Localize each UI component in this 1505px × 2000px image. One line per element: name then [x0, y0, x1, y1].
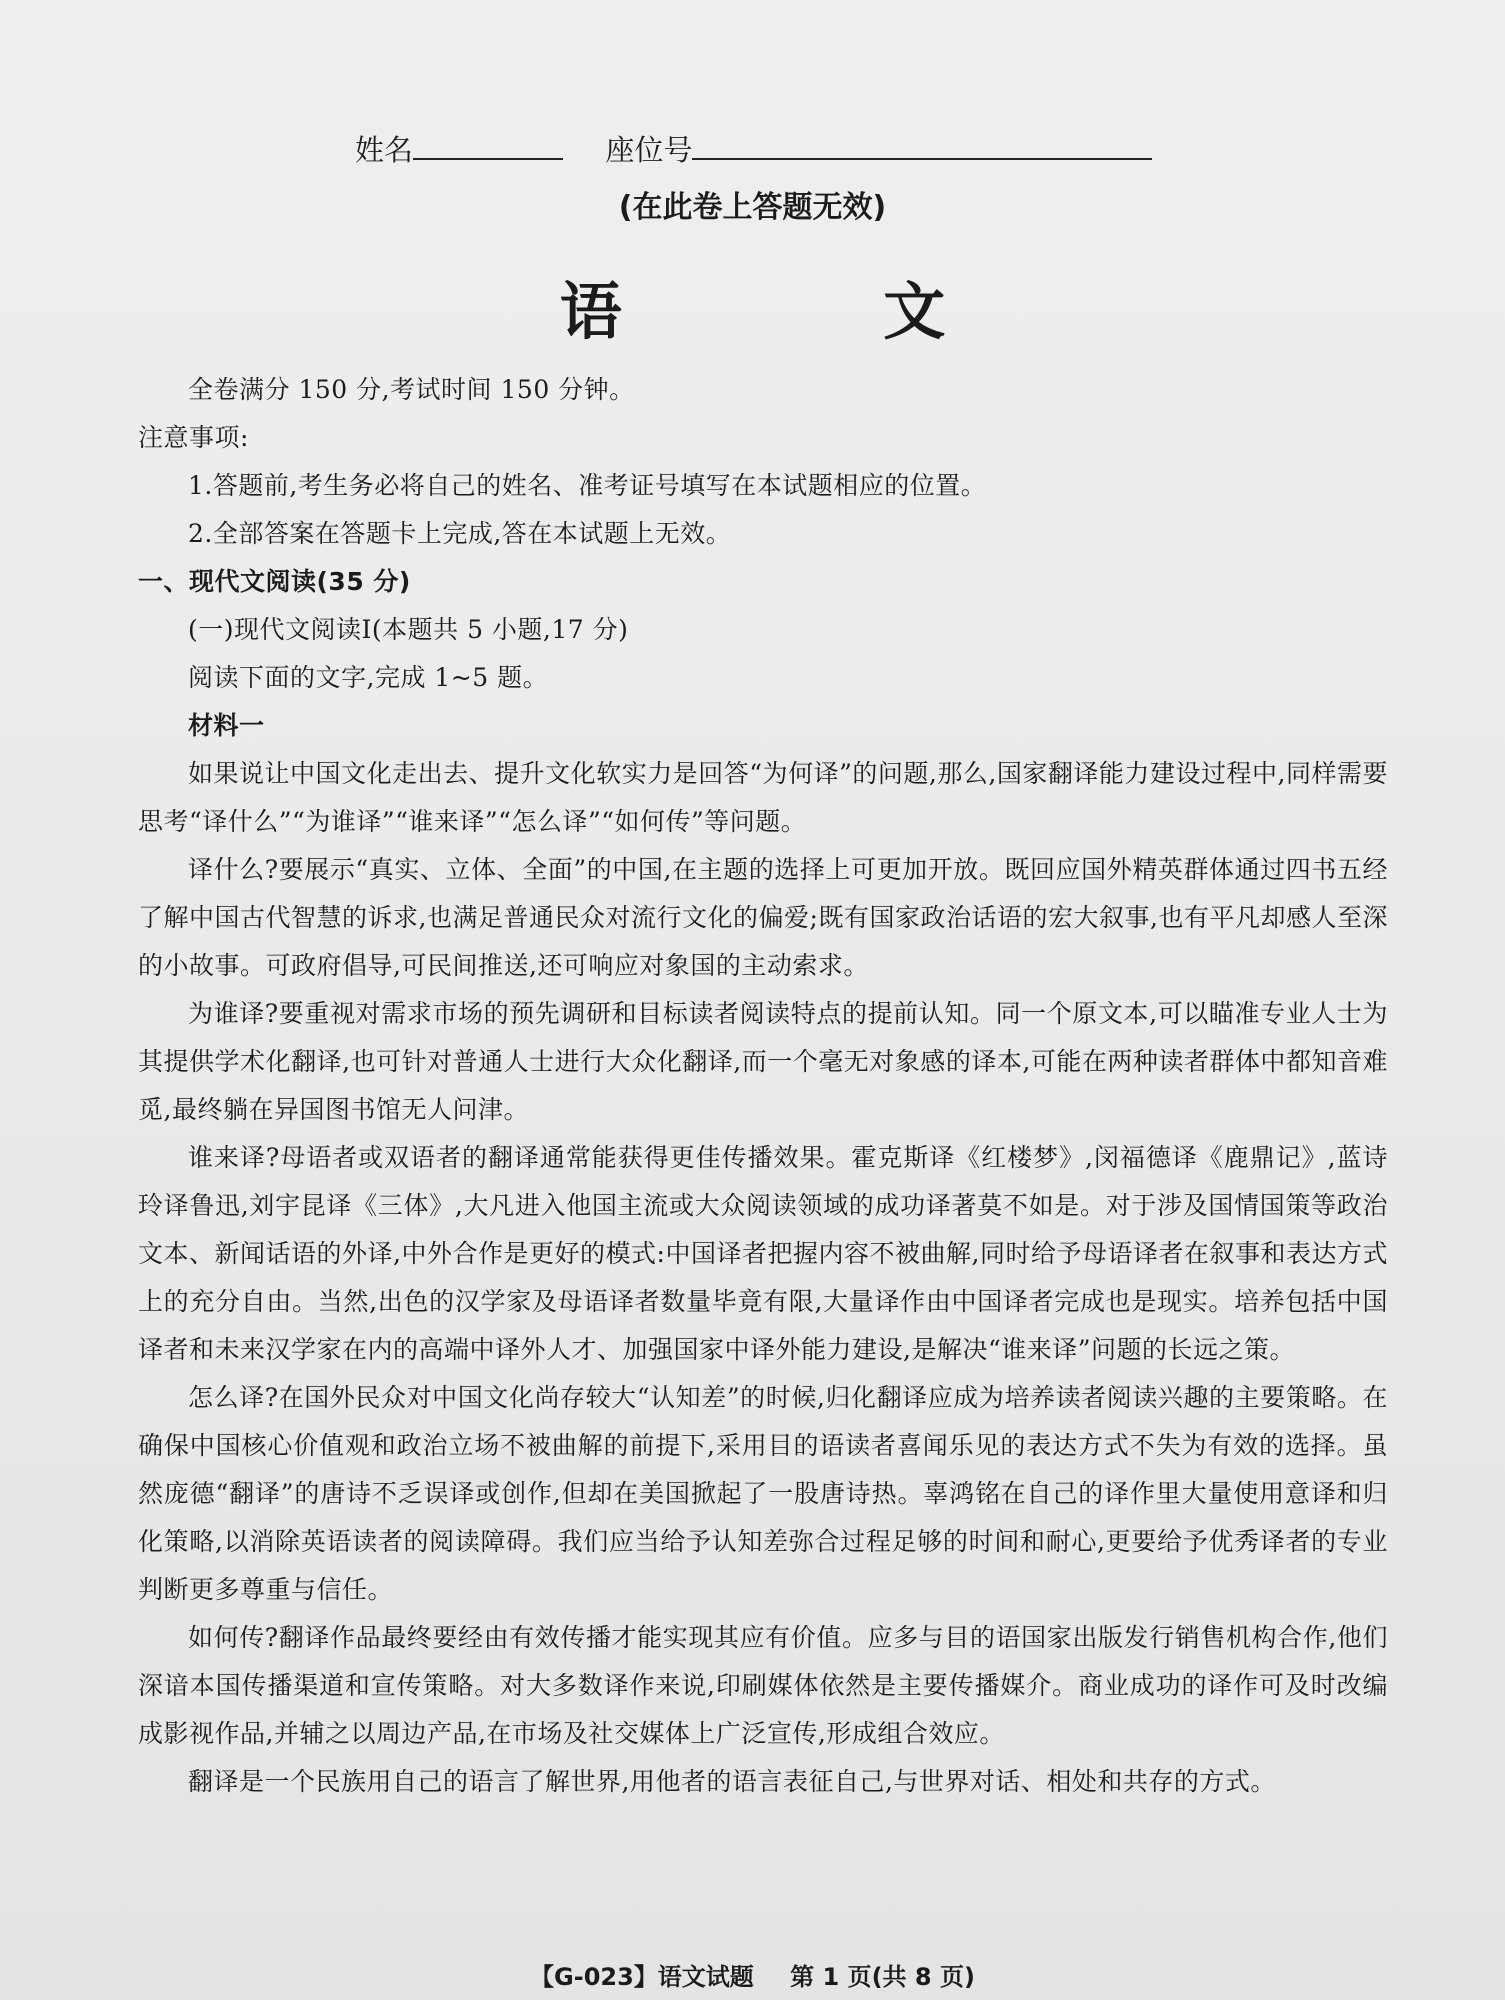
passage-paragraph: 如何传?翻译作品最终要经由有效传播才能实现其应有价值。应多与目的语国家出版发行销售机构合作,他们深谙本国传播渠道和宣传策略。对大多数译作来说,印刷媒体依然是主要传播媒介。商业成功的译作可及时改编成影视作品,并辅之以周边产品,在市场及社交媒体上广泛宣传,形成组合效应。 [138, 1623, 1388, 1748]
note-item: 1.答题前,考生务必将自己的姓名、准考证号填写在本试题相应的位置。 [188, 471, 987, 500]
candidate-info-line [355, 128, 1175, 169]
exam-code: 【G-023】语文试题 [530, 1963, 754, 1991]
passage-paragraph: 怎么译?在国外民众对中国文化尚存较大“认知差”的时候,归化翻译应成为培养读者阅读兴趣的主要策略。在确保中国核心价值观和政治立场不被曲解的前提下,采用目的语读者喜闻乐见的表达方式不失为有效的选择。虽然庞德“翻译”的唐诗不乏误译或创作,但却在美国掀起了一股唐诗热。辜鸿铭在自己的译作里大量使用意译和归化策略,以消除英语读者的阅读障碍。我们应当给予认知差弥合过程足够的时间和耐心,更要给予优秀译者的专业判断更多尊重与信任。 [138, 1383, 1388, 1604]
subsection-heading: (一)现代文阅读Ⅰ(本题共 5 小题,17 分) [188, 615, 629, 644]
name-blank [413, 132, 563, 160]
passage-paragraph: 为谁译?要重视对需求市场的预先调研和目标读者阅读特点的提前认知。同一个原文本,可以瞄准专业人士为其提供学术化翻译,也可针对普通人士进行大众化翻译,而一个毫无对象感的译本,可能在两种读者群体中都知音难觅,最终躺在异国图书馆无人问津。 [138, 999, 1388, 1124]
passage-paragraph: 谁来译?母语者或双语者的翻译通常能获得更佳传播效果。霍克斯译《红楼梦》,闵福德译《鹿鼎记》,蓝诗玲译鲁迅,刘宇昆译《三体》,大凡进入他国主流或大众阅读领域的成功译著莫不如是。对于涉及国情国策等政治文本、新闻话语的外译,中外合作是更好的模式:中国译者把握内容不被曲解,同时给予母语译者在叙事和表达方式上的充分自由。当然,出色的汉学家及母语译者数量毕竟有限,大量译作由中国译者完成也是现实。培养包括中国译者和未来汉学家在内的高端中译外人才、加强国家中译外能力建设,是解决“谁来译”问题的长远之策。 [138, 1143, 1388, 1364]
section-heading: 一、现代文阅读(35 分) [138, 567, 411, 596]
exam-title: 语 文 [559, 275, 1066, 348]
material-label: 材料一 [188, 711, 265, 740]
page-footer [0, 1957, 1505, 1992]
passage-paragraph: 译什么?要展示“真实、立体、全面”的中国,在主题的选择上可更加开放。既回应国外精英群体通过四书五经了解中国古代智慧的诉求,也满足普通民众对流行文化的偏爱;既有国家政治话语的宏大叙事,也有平凡却感人至深的小故事。可政府倡导,可民间推送,还可响应对象国的主动索求。 [138, 855, 1388, 980]
notes-heading: 注意事项: [138, 423, 249, 452]
page-number: 第 1 页(共 8 页) [790, 1963, 975, 1991]
note-item: 2.全部答案在答题卡上完成,答在本试题上无效。 [188, 519, 732, 548]
reading-instruction: 阅读下面的文字,完成 1~5 题。 [188, 663, 549, 692]
seat-blank [692, 132, 1152, 160]
passage-paragraph: 翻译是一个民族用自己的语言了解世界,用他者的语言表征自己,与世界对话、相处和共存的方式。 [188, 1767, 1276, 1796]
name-label: 姓名 [355, 133, 414, 167]
exam-body [138, 366, 1388, 1806]
invalid-answer-notice: (在此卷上答题无效) [618, 190, 887, 225]
passage-paragraph: 如果说让中国文化走出去、提升文化软实力是回答“为何译”的问题,那么,国家翻译能力建设过程中,同样需要思考“译什么”“为谁译”“谁来译”“怎么译”“如何传”等问题。 [138, 759, 1388, 836]
seat-label: 座位号 [605, 133, 693, 167]
exam-intro: 全卷满分 150 分,考试时间 150 分钟。 [188, 375, 635, 404]
